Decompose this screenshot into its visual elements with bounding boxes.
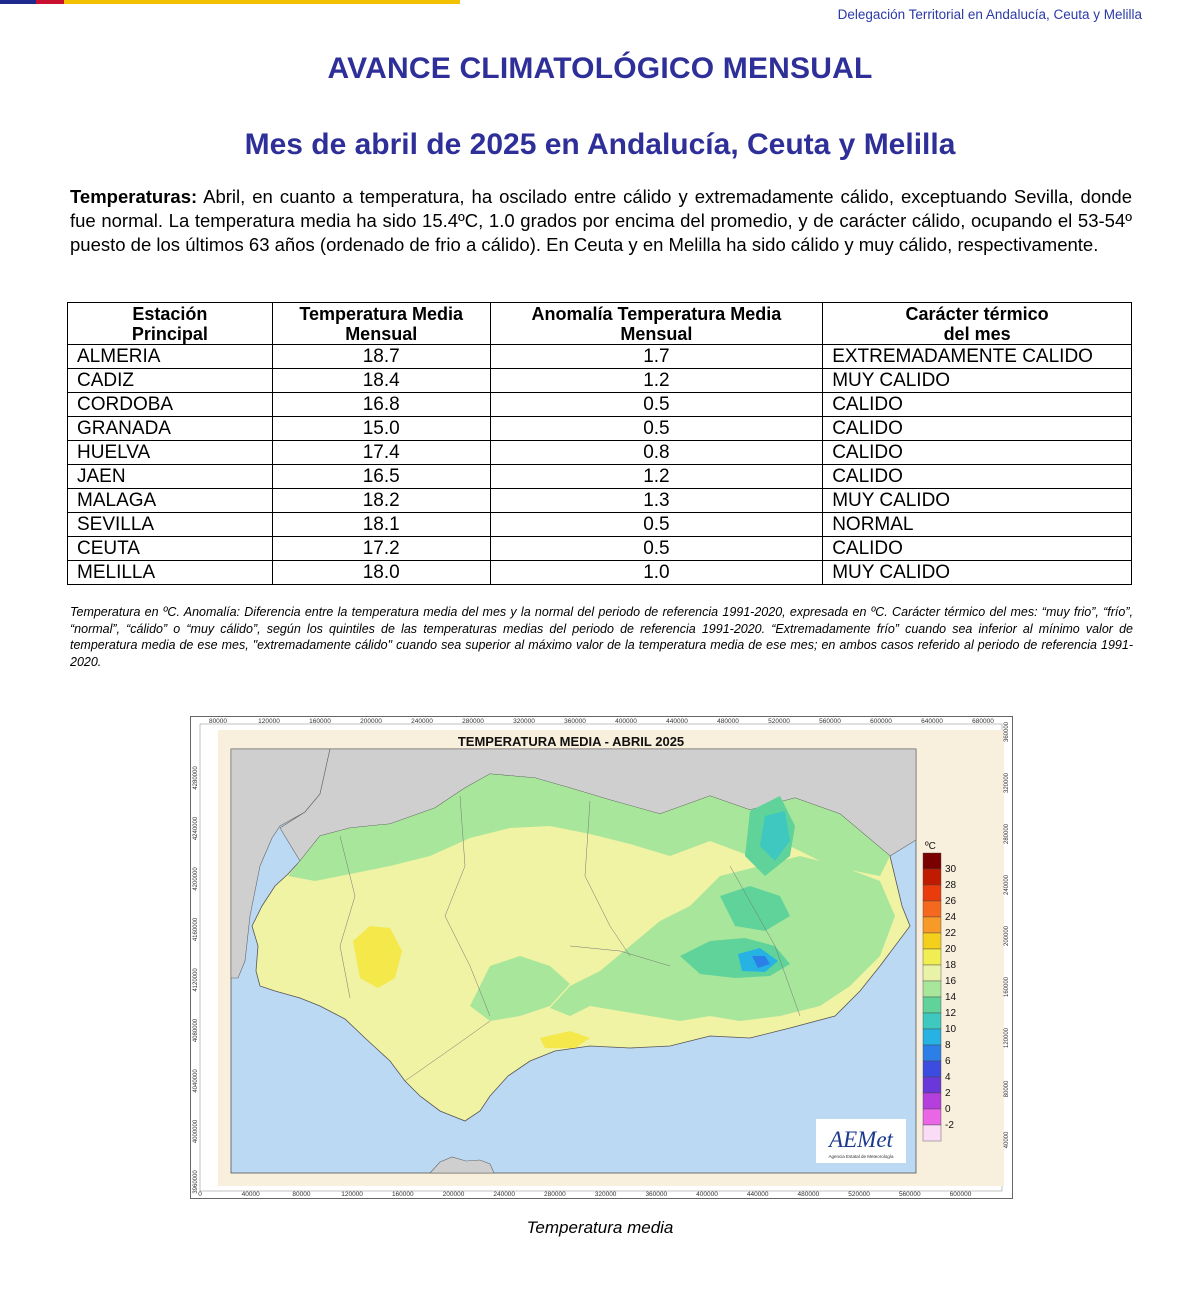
map-tick-label: 240000: [411, 718, 433, 725]
thermal-character: EXTREMADAMENTE CALIDO: [823, 345, 1132, 369]
map-tick-label: 0: [198, 1191, 202, 1198]
map-tick-label: 320000: [513, 718, 535, 725]
map-tick-label: 200000: [1004, 925, 1010, 947]
table-row: [68, 345, 1132, 369]
legend-label: 18: [945, 960, 957, 971]
table-row: [68, 417, 1132, 441]
legend-label: 4: [945, 1072, 951, 1083]
page-subtitle: Mes de abril de 2025 en Andalucía, Ceuta y Melilla: [244, 128, 956, 161]
legend-swatch: [923, 1013, 941, 1029]
summary-label: Temperaturas:: [70, 186, 198, 207]
map-tick-label: 4040000: [193, 1069, 199, 1093]
legend-swatch: [923, 1061, 941, 1077]
legend-label: 20: [945, 944, 957, 955]
table-row: [68, 393, 1132, 417]
legend-label: 10: [945, 1024, 957, 1035]
temperature-summary: [70, 185, 1132, 257]
map-tick-label: 600000: [870, 718, 892, 725]
mean-temp: 18.2: [272, 489, 490, 513]
table-row: [68, 537, 1132, 561]
col-header-mean-temp: Temperatura Media Mensual: [272, 303, 490, 345]
anomaly: 1.7: [490, 345, 823, 369]
thermal-character: CALIDO: [823, 537, 1132, 561]
legend-label: 28: [945, 880, 957, 891]
anomaly: 1.2: [490, 369, 823, 393]
table-footnote: Temperatura en ºC. Anomalía: Diferencia entre la temperatura media del mes y la normal del periodo de referencia 1991-2020, expresada en ºC. Carácter térmico del mes: “muy frio”, “frío”, “normal”, “cálido” o “muy cálido”, según los quintiles de las temperaturas medias del periodo de referencia 1991-2020. “Extremadamente frío” cuando sea inferior al mínimo valor de temperatura media de ese mes, "extremadamente cálido" cuando sea superior al máximo valor de la temperatura media de ese mes; en ambos casos referido al periodo de referencia 1991-2020.: [70, 605, 1133, 669]
legend-swatch: [923, 917, 941, 933]
logo-subtext: Agencia Estatal de Meteorología: [828, 1154, 894, 1159]
thermal-character: MUY CALIDO: [823, 489, 1132, 513]
map-tick-label: 320000: [1004, 772, 1010, 794]
col-header-anomaly: Anomalía Temperatura Media Mensual: [490, 303, 823, 345]
map-tick-label: 360000: [645, 1191, 668, 1198]
station-name: HUELVA: [68, 441, 273, 465]
thermal-character: NORMAL: [823, 513, 1132, 537]
thermal-character: CALIDO: [823, 465, 1132, 489]
map-tick-label: 3960000: [193, 1170, 199, 1194]
legend-label: 6: [945, 1056, 951, 1067]
map-tick-label: 80000: [208, 718, 228, 725]
mean-temp: 17.4: [272, 441, 490, 465]
legend-label: 12: [945, 1008, 957, 1019]
legend-swatch: [923, 1045, 941, 1061]
map-tick-label: 640000: [921, 718, 943, 725]
legend-swatch: [923, 997, 941, 1013]
legend-swatch: [923, 853, 941, 869]
station-name: MELILLA: [68, 561, 273, 585]
anomaly: 0.5: [490, 513, 823, 537]
map-tick-label: 160000: [1004, 976, 1010, 998]
col-header-character: Carácter térmico del mes: [823, 303, 1132, 345]
legend-label: 22: [945, 928, 957, 939]
mean-temp: 16.5: [272, 465, 490, 489]
legend-label: 2: [945, 1088, 951, 1099]
map-tick-label: 360000: [564, 718, 586, 725]
map-tick-label: 160000: [309, 718, 331, 725]
anomaly: 0.5: [490, 393, 823, 417]
table-row: [68, 561, 1132, 585]
legend-swatch: [923, 885, 941, 901]
anomaly: 1.2: [490, 465, 823, 489]
temperature-map-figure: [190, 716, 1013, 1200]
thermal-character: MUY CALIDO: [823, 561, 1132, 585]
map-tick-label: 4160000: [193, 917, 199, 942]
table-row: [68, 489, 1132, 513]
mean-temp: 15.0: [272, 417, 490, 441]
legend-swatch: [923, 869, 941, 885]
legend-swatch: [923, 949, 941, 965]
mean-temp: 18.1: [272, 513, 490, 537]
anomaly: 1.3: [490, 489, 823, 513]
map-tick-label: 4240000: [193, 816, 199, 841]
map-tick-label: 560000: [819, 718, 841, 725]
legend-label: 16: [945, 976, 957, 987]
map-tick-label: 600000: [949, 1191, 972, 1198]
legend-label: 26: [945, 896, 957, 907]
map-tick-label: 320000: [594, 1191, 617, 1198]
station-name: GRANADA: [68, 417, 273, 441]
legend-label: 30: [945, 864, 957, 875]
map-tick-label: 480000: [717, 718, 739, 725]
legend-label: 24: [945, 912, 957, 923]
table-row: [68, 465, 1132, 489]
map-title: TEMPERATURA MEDIA - ABRIL 2025: [457, 734, 685, 749]
mean-temp: 18.0: [272, 561, 490, 585]
mean-temp: 18.4: [272, 369, 490, 393]
map-tick-label: 240000: [493, 1191, 516, 1198]
map-tick-label: 4280000: [193, 766, 199, 790]
map-tick-label: 40000: [241, 1191, 260, 1198]
map-tick-label: 520000: [848, 1191, 870, 1198]
map-tick-label: 40000: [1004, 1131, 1010, 1149]
station-name: JAEN: [68, 465, 273, 489]
mean-temp: 18.7: [272, 345, 490, 369]
legend-swatch: [923, 901, 941, 917]
map-left-ticks: [193, 766, 199, 1194]
stations-table: [67, 302, 1132, 585]
anomaly: 0.5: [490, 537, 823, 561]
anomaly: 0.8: [490, 441, 823, 465]
legend-swatch: [923, 1093, 941, 1109]
map-tick-label: 120000: [341, 1191, 363, 1198]
flag-yellow-stripe: [64, 0, 460, 4]
flag-red-stripe: [36, 0, 64, 4]
thermal-character: CALIDO: [823, 441, 1132, 465]
map-tick-label: 400000: [696, 1191, 718, 1198]
map-tick-label: 400000: [615, 718, 637, 725]
map-tick-label: 120000: [1004, 1027, 1010, 1049]
legend-swatch: [923, 1029, 941, 1045]
station-name: ALMERIA: [68, 345, 273, 369]
aemet-logo: [816, 1119, 906, 1163]
map-tick-label: 680000: [972, 718, 994, 725]
map-tick-label: 80000: [292, 1191, 311, 1198]
legend-swatch: [923, 933, 941, 949]
temperature-map: [190, 716, 1013, 1200]
header-color-bar: [0, 0, 460, 4]
page-title: AVANCE CLIMATOLÓGICO MENSUAL: [327, 52, 873, 85]
legend-label: 14: [945, 992, 957, 1003]
map-tick-label: 4000000: [193, 1119, 199, 1144]
map-tick-label: 4080000: [193, 1018, 199, 1043]
mean-temp: 17.2: [272, 537, 490, 561]
map-tick-label: 440000: [746, 1191, 769, 1198]
map-tick-label: 520000: [768, 718, 790, 725]
station-name: CEUTA: [68, 537, 273, 561]
map-tick-label: 360000: [1004, 721, 1010, 743]
map-tick-label: 280000: [462, 718, 484, 725]
map-tick-label: 120000: [258, 718, 280, 725]
legend-swatch: [923, 1077, 941, 1093]
station-name: CORDOBA: [68, 393, 273, 417]
anomaly: 1.0: [490, 561, 823, 585]
map-tick-label: 200000: [442, 1191, 465, 1198]
thermal-character: CALIDO: [823, 393, 1132, 417]
map-tick-label: 200000: [360, 718, 382, 725]
legend-unit: ºC: [925, 841, 936, 852]
mean-temp: 16.8: [272, 393, 490, 417]
delegation-label: Delegación Territorial en Andalucía, Ceuta y Melilla: [837, 7, 1142, 22]
logo-text: AEMet: [829, 1127, 893, 1152]
flag-blue-stripe: [0, 0, 36, 4]
legend-swatch: [923, 1109, 941, 1125]
anomaly: 0.5: [490, 417, 823, 441]
map-tick-label: 560000: [898, 1191, 921, 1198]
col-header-station: Estación Principal: [68, 303, 273, 345]
map-right-ticks: [1004, 721, 1010, 1148]
figure-caption: Temperatura media: [526, 1218, 674, 1237]
map-tick-label: 280000: [544, 1191, 566, 1198]
legend-swatch: [923, 1125, 941, 1141]
map-tick-label: 440000: [666, 718, 688, 725]
station-name: MALAGA: [68, 489, 273, 513]
table-row: [68, 369, 1132, 393]
map-tick-label: 480000: [797, 1191, 820, 1198]
station-name: SEVILLA: [68, 513, 273, 537]
table-header-row: [68, 303, 1132, 345]
legend-swatch: [923, 965, 941, 981]
map-tick-label: 4200000: [193, 867, 199, 891]
map-tick-label: 280000: [1004, 823, 1010, 845]
table-row: [68, 513, 1132, 537]
thermal-character: MUY CALIDO: [823, 369, 1132, 393]
legend-label: 8: [945, 1040, 951, 1051]
thermal-character: CALIDO: [823, 417, 1132, 441]
station-name: CADIZ: [68, 369, 273, 393]
map-tick-label: 80000: [1004, 1080, 1010, 1098]
map-tick-label: 240000: [1004, 874, 1010, 896]
legend-label: 0: [945, 1104, 951, 1115]
map-tick-label: 4120000: [193, 968, 199, 992]
table-row: [68, 441, 1132, 465]
summary-text: Abril, en cuanto a temperatura, ha oscilado entre cálido y extremadamente cálido, exceptuando Sevilla, donde fue normal. La temperatura media ha sido 15.4ºC, 1.0 grados por encima del promedio, y de carácter cálido, ocupando el 53-54º puesto de los últimos 63 años (ordenado de frio a cálido). En Ceuta y en Melilla ha sido cálido y muy cálido, respectivamente.: [70, 186, 1132, 255]
map-tick-label: 160000: [391, 1191, 414, 1198]
legend-swatch: [923, 981, 941, 997]
legend-label: -2: [945, 1120, 954, 1131]
